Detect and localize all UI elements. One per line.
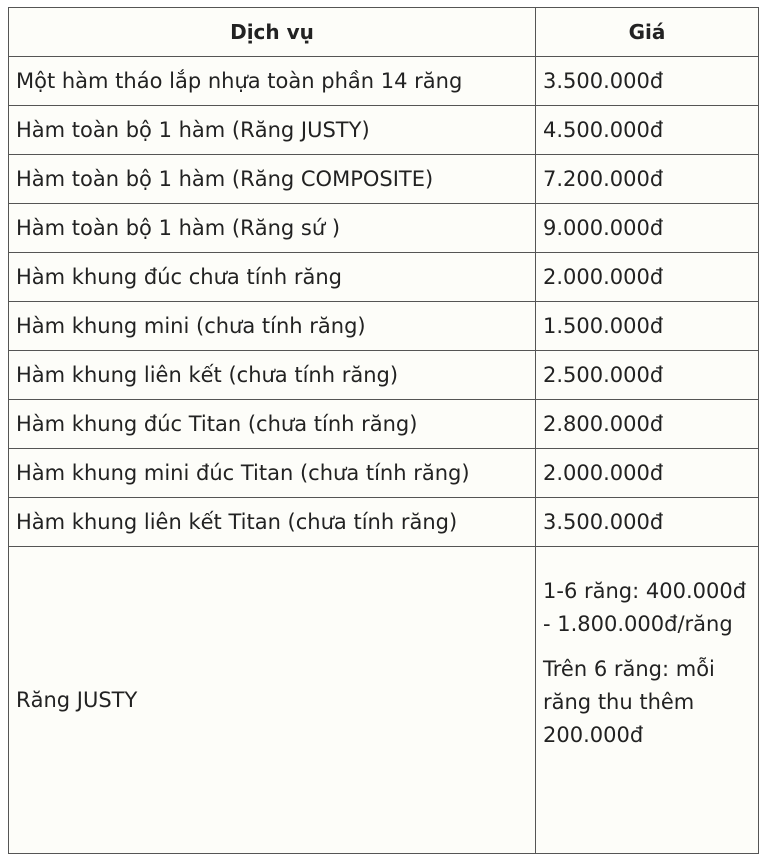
table-row	[9, 155, 759, 204]
table-row	[9, 547, 759, 854]
service-cell: Hàm khung liên kết (chưa tính răng)	[9, 351, 536, 400]
table-header-row	[9, 8, 759, 57]
price-cell: 2.000.000đ	[536, 253, 759, 302]
price-cell: 2.000.000đ	[536, 449, 759, 498]
table-row	[9, 57, 759, 106]
price-cell: 1.500.000đ	[536, 302, 759, 351]
price-cell: 7.200.000đ	[536, 155, 759, 204]
header-service: Dịch vụ	[9, 8, 536, 57]
price-cell: 3.500.000đ	[536, 57, 759, 106]
service-cell: Hàm toàn bộ 1 hàm (Răng sứ )	[9, 204, 536, 253]
header-price: Giá	[536, 8, 759, 57]
service-cell: Răng JUSTY	[9, 547, 536, 854]
price-table	[8, 7, 759, 854]
price-cell: 4.500.000đ	[536, 106, 759, 155]
price-note-extra: Trên 6 răng: mỗi răng thu thêm 200.000đ	[543, 657, 715, 747]
service-cell: Hàm khung mini (chưa tính răng)	[9, 302, 536, 351]
table-row	[9, 400, 759, 449]
service-cell: Hàm khung đúc Titan (chưa tính răng)	[9, 400, 536, 449]
price-cell: 2.500.000đ	[536, 351, 759, 400]
price-cell: 9.000.000đ	[536, 204, 759, 253]
price-note-range: 1-6 răng: 400.000đ - 1.800.000đ/răng	[543, 579, 747, 636]
service-cell: Hàm toàn bộ 1 hàm (Răng JUSTY)	[9, 106, 536, 155]
price-cell	[536, 547, 759, 854]
service-cell: Hàm khung mini đúc Titan (chưa tính răng)	[9, 449, 536, 498]
price-cell: 3.500.000đ	[536, 498, 759, 547]
service-cell: Hàm khung liên kết Titan (chưa tính răng)	[9, 498, 536, 547]
service-cell: Một hàm tháo lắp nhựa toàn phần 14 răng	[9, 57, 536, 106]
table-row	[9, 302, 759, 351]
table-row	[9, 498, 759, 547]
table-row	[9, 106, 759, 155]
table-row	[9, 449, 759, 498]
price-table-container	[8, 7, 758, 854]
table-row	[9, 253, 759, 302]
table-row	[9, 351, 759, 400]
service-cell: Hàm toàn bộ 1 hàm (Răng COMPOSITE)	[9, 155, 536, 204]
price-cell: 2.800.000đ	[536, 400, 759, 449]
service-cell: Hàm khung đúc chưa tính răng	[9, 253, 536, 302]
table-row	[9, 204, 759, 253]
